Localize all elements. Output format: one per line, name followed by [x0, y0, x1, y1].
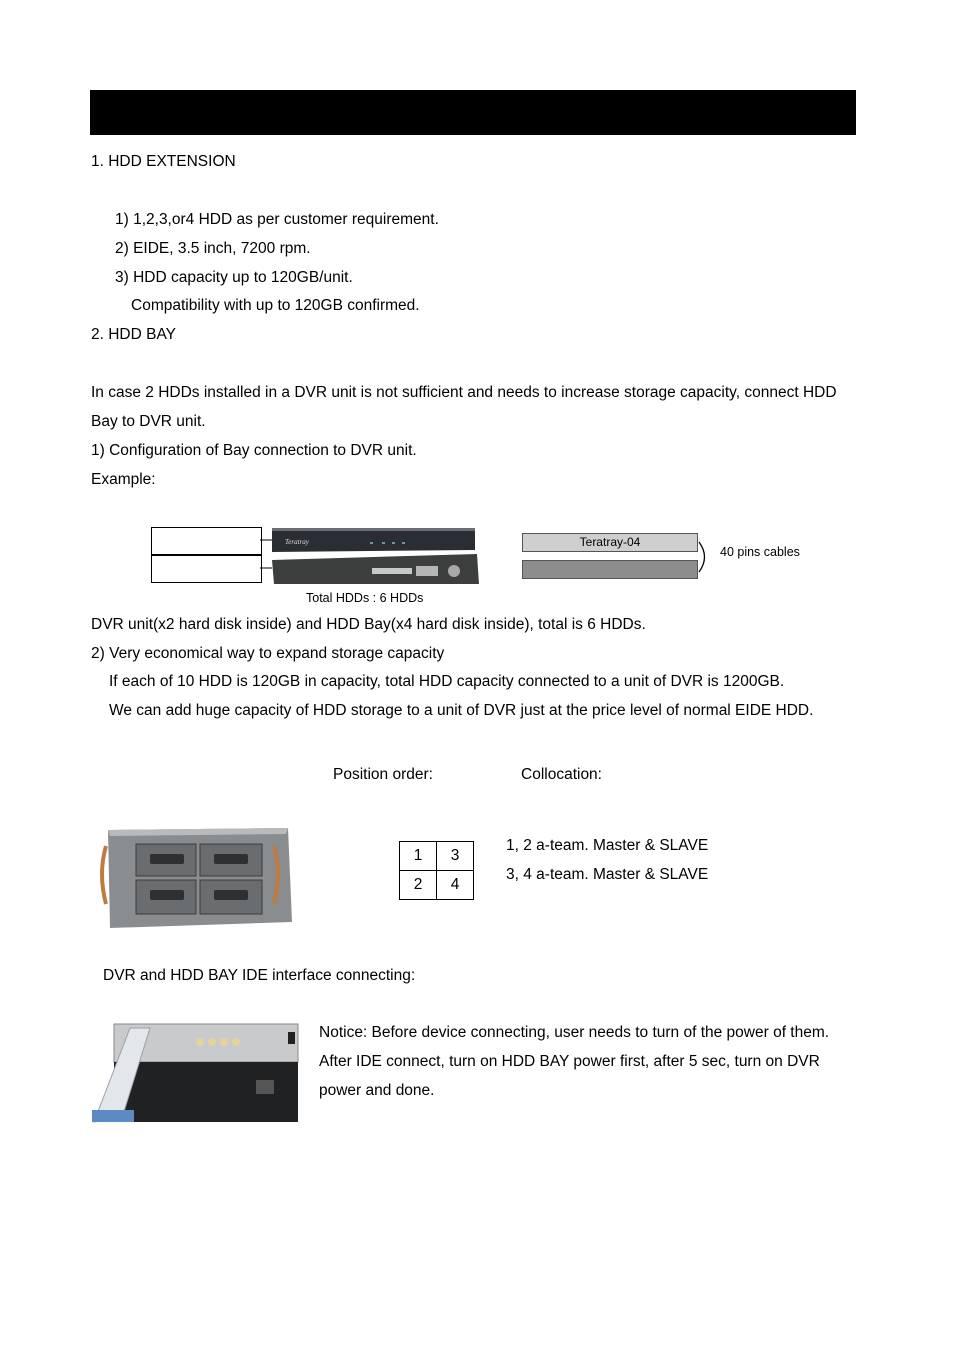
- teratray-bar: [522, 533, 698, 552]
- s2-intro-line-1: In case 2 HDDs installed in a DVR unit is not sufficient and needs to increase storage capacity, connect HDD: [91, 384, 837, 401]
- grid-cell: 4: [437, 871, 474, 900]
- after-line-3: If each of 10 HDD is 120GB in capacity, total HDD capacity connected to a unit of DVR is 1200GB.: [109, 673, 785, 690]
- notice-line-2: After IDE connect, turn on HDD BAY power first, after 5 sec, turn on DVR: [319, 1053, 820, 1070]
- after-line-2: 2) Very economical way to expand storage capacity: [91, 645, 445, 662]
- position-order-grid: [399, 841, 474, 900]
- cables-label: 40 pins cables: [720, 545, 800, 559]
- section-1-title: 1. HDD EXTENSION: [91, 153, 236, 170]
- cable-bracket-icon: [697, 540, 711, 574]
- section-header-bar: [90, 90, 856, 135]
- grid-cell: 3: [437, 842, 474, 871]
- after-line-4: We can add huge capacity of HDD storage to a unit of DVR just at the price level of normal EIDE HDD.: [109, 702, 814, 719]
- section-2-title: 2. HDD BAY: [91, 326, 176, 343]
- notice-line-1: Notice: Before device connecting, user needs to turn of the power of them.: [319, 1024, 830, 1041]
- dvr-label-box: [151, 527, 262, 555]
- dvr-logo-text: Teratray: [285, 538, 309, 546]
- grid-cell: 1: [400, 842, 437, 871]
- dvr-and-bay-devices-image: [258, 524, 482, 588]
- s1-item-4: Compatibility with up to 120GB confirmed.: [131, 297, 420, 314]
- notice-line-3: power and done.: [319, 1082, 435, 1099]
- s2-intro-line-2: Bay to DVR unit.: [91, 413, 206, 430]
- ide-heading: DVR and HDD BAY IDE interface connecting:: [103, 967, 416, 984]
- bay-label-box: [151, 555, 262, 583]
- hdd-bay-photo: [96, 824, 302, 936]
- collocation-line-1: 1, 2 a-team. Master & SLAVE: [506, 837, 709, 854]
- collocation-line-2: 3, 4 a-team. Master & SLAVE: [506, 866, 709, 883]
- s2-config: 1) Configuration of Bay connection to DVR unit.: [91, 442, 417, 459]
- ide-connection-photo: [88, 1020, 300, 1130]
- dvr-bar: [522, 560, 698, 579]
- s2-example: Example:: [91, 471, 156, 488]
- after-line-1: DVR unit(x2 hard disk inside) and HDD Bay(x4 hard disk inside), total is 6 HDDs.: [91, 616, 646, 633]
- teratray-label: Teratray-04: [579, 535, 641, 549]
- s1-item-3: 3) HDD capacity up to 120GB/unit.: [115, 269, 353, 286]
- position-order-label: Position order:: [333, 766, 433, 783]
- s1-item-2: 2) EIDE, 3.5 inch, 7200 rpm.: [115, 240, 311, 257]
- collocation-label: Collocation:: [521, 766, 602, 783]
- grid-cell: 2: [400, 871, 437, 900]
- s1-item-1: 1) 1,2,3,or4 HDD as per customer requirement.: [115, 211, 439, 228]
- total-hdds-label: Total HDDs : 6 HDDs: [306, 591, 424, 605]
